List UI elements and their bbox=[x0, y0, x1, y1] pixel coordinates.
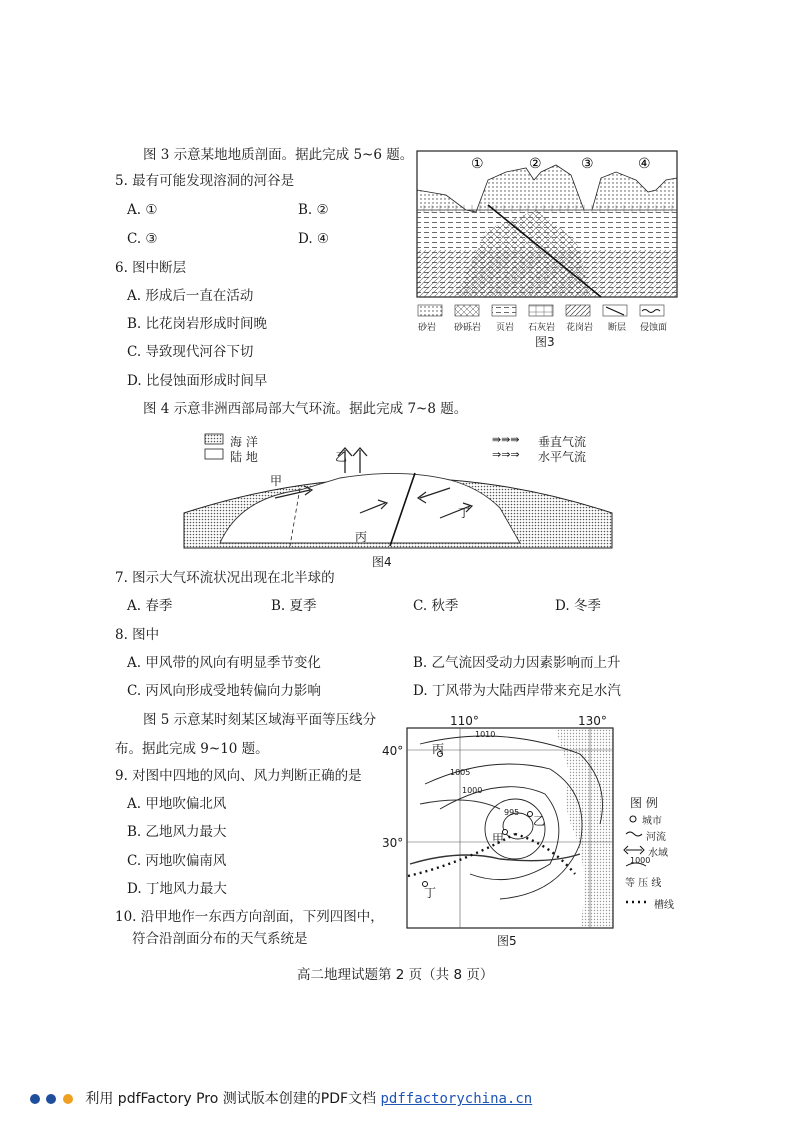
fig5-legend-isobar-value: 1000 bbox=[630, 856, 651, 865]
fig5-legend-water: 水域 bbox=[648, 848, 668, 859]
fig5-lat-30: 30° bbox=[382, 836, 404, 850]
q7-option-b[interactable]: B. 夏季 bbox=[271, 598, 317, 614]
fig4-label-jia: 甲 bbox=[270, 474, 283, 488]
q8-option-c[interactable]: C. 丙风向形成受地转偏向力影响 bbox=[127, 683, 321, 699]
fig3-legend-erosion-surface: 侵蚀面 bbox=[640, 323, 668, 333]
fig5-legend-river: 河流 bbox=[646, 832, 666, 843]
fig5-label-bing: 丙 bbox=[432, 742, 445, 756]
fig5-intro-line1: 图 5 示意某时刻某区域海平面等压线分 bbox=[143, 712, 377, 728]
fig5-intro-line2: 布。据此完成 9~10 题。 bbox=[115, 741, 269, 757]
fig3-intro: 图 3 示意某地地质剖面。据此完成 5~6 题。 bbox=[143, 147, 414, 163]
fig3-marker-3: ③ bbox=[581, 156, 594, 172]
q9-option-d[interactable]: D. 丁地风力最大 bbox=[127, 881, 227, 897]
fig4-label-bing: 丙 bbox=[355, 530, 368, 544]
fig5-lon-110: 110° bbox=[450, 714, 479, 728]
fig4-legend-horizontal: 水平气流 bbox=[538, 450, 587, 464]
fig3-caption: 图3 bbox=[535, 335, 555, 349]
fig3-legend-limestone: 石灰岩 bbox=[528, 323, 556, 333]
fig5-caption: 图5 bbox=[497, 934, 517, 948]
q5-option-c[interactable]: C. ③ bbox=[127, 231, 158, 247]
fig3-legend-granite: 花岗岩 bbox=[566, 323, 594, 333]
fig4-legend-ocean: 海 洋 bbox=[230, 435, 258, 449]
fig3-legend-shale: 页岩 bbox=[496, 323, 515, 333]
q9-option-a[interactable]: A. 甲地吹偏北风 bbox=[127, 796, 227, 812]
fig5-label-ding: 丁 bbox=[424, 886, 437, 900]
fig5-legend-isobar: 等 压 线 bbox=[625, 878, 662, 889]
watermark-dot-icon bbox=[46, 1094, 56, 1104]
q9-option-b[interactable]: B. 乙地风力最大 bbox=[127, 824, 227, 840]
q6-option-d[interactable]: D. 比侵蚀面形成时间早 bbox=[127, 373, 268, 389]
q6-option-c[interactable]: C. 导致现代河谷下切 bbox=[127, 344, 254, 360]
q8-stem: 8. 图中 bbox=[115, 627, 160, 643]
fig5-legend-title: 图 例 bbox=[630, 796, 658, 810]
q5-option-a[interactable]: A. ① bbox=[127, 202, 158, 218]
q10-stem-line1: 10. 沿甲地作一东西方向剖面，下列四图中， bbox=[115, 909, 384, 925]
q8-option-a[interactable]: A. 甲风带的风向有明显季节变化 bbox=[127, 655, 321, 671]
fig4-legend-vertical-arrow-icon: ⇛⇛⇛ bbox=[492, 433, 520, 446]
fig3-marker-1: ① bbox=[471, 156, 484, 172]
q6-option-a[interactable]: A. 形成后一直在活动 bbox=[127, 288, 254, 304]
watermark-dot-icon bbox=[63, 1094, 73, 1104]
q5-stem: 5. 最有可能发现溶洞的河谷是 bbox=[115, 173, 295, 189]
fig4-caption: 图4 bbox=[372, 555, 392, 569]
page-footer: 高二地理试题第 2 页（共 8 页） bbox=[297, 967, 494, 983]
fig5-isobar-1010: 1010 bbox=[475, 730, 496, 739]
q9-stem: 9. 对图中四地的风向、风力判断正确的是 bbox=[115, 768, 362, 784]
q5-option-b[interactable]: B. ② bbox=[298, 202, 329, 218]
fig5-isobar-map bbox=[380, 714, 680, 946]
q7-stem: 7. 图示大气环流状况出现在北半球的 bbox=[115, 570, 335, 586]
fig5-legend-city: 城市 bbox=[642, 816, 662, 827]
q9-option-c[interactable]: C. 丙地吹偏南风 bbox=[127, 853, 227, 869]
q6-option-b[interactable]: B. 比花岗岩形成时间晚 bbox=[127, 316, 268, 332]
fig5-label-jia: 甲 bbox=[492, 832, 505, 846]
fig4-circulation-diagram bbox=[180, 428, 620, 553]
q7-option-c[interactable]: C. 秋季 bbox=[413, 598, 459, 614]
fig5-lat-40: 40° bbox=[382, 744, 404, 758]
fig3-geologic-section bbox=[416, 150, 678, 334]
fig3-legend-conglomerate: 砂砾岩 bbox=[454, 323, 482, 333]
fig3-marker-4: ④ bbox=[638, 156, 651, 172]
watermark-text: 利用 pdfFactory Pro 测试版本创建的PDF文档 bbox=[85, 1091, 377, 1107]
watermark-dot-icon bbox=[30, 1094, 40, 1104]
pdffactory-watermark bbox=[30, 1088, 532, 1108]
q10-stem-line2: 符合沿剖面分布的天气系统是 bbox=[132, 931, 308, 947]
fig3-legend-sandstone: 砂岩 bbox=[418, 323, 437, 333]
q5-option-d[interactable]: D. ④ bbox=[298, 231, 330, 247]
q8-option-d[interactable]: D. 丁风带为大陆西岸带来充足水汽 bbox=[413, 683, 621, 699]
fig4-label-yi: 乙 bbox=[335, 450, 348, 464]
fig4-legend-land: 陆 地 bbox=[230, 450, 258, 464]
fig5-isobar-1005: 1005 bbox=[450, 768, 471, 777]
fig5-isobar-995: 995 bbox=[504, 808, 520, 817]
fig5-legend-trough: 槽线 bbox=[654, 900, 674, 911]
fig5-isobar-1000: 1000 bbox=[462, 786, 483, 795]
fig5-lon-130: 130° bbox=[578, 714, 607, 728]
fig3-marker-2: ② bbox=[529, 156, 542, 172]
q7-option-a[interactable]: A. 春季 bbox=[127, 598, 173, 614]
fig4-legend-horizontal-arrow-icon: ⇒⇒⇒ bbox=[492, 448, 520, 461]
fig4-intro: 图 4 示意非洲西部局部大气环流。据此完成 7~8 题。 bbox=[143, 401, 468, 417]
fig4-legend-vertical: 垂直气流 bbox=[538, 435, 587, 449]
q7-option-d[interactable]: D. 冬季 bbox=[555, 598, 601, 614]
fig5-label-yi: 乙 bbox=[533, 814, 546, 828]
fig3-legend-fault: 断层 bbox=[608, 323, 627, 333]
fig4-label-ding: 丁 bbox=[458, 506, 471, 520]
q6-stem: 6. 图中断层 bbox=[115, 260, 187, 276]
q8-option-b[interactable]: B. 乙气流因受动力因素影响而上升 bbox=[413, 655, 621, 671]
watermark-link[interactable]: pdffactorychina.cn bbox=[380, 1091, 533, 1107]
